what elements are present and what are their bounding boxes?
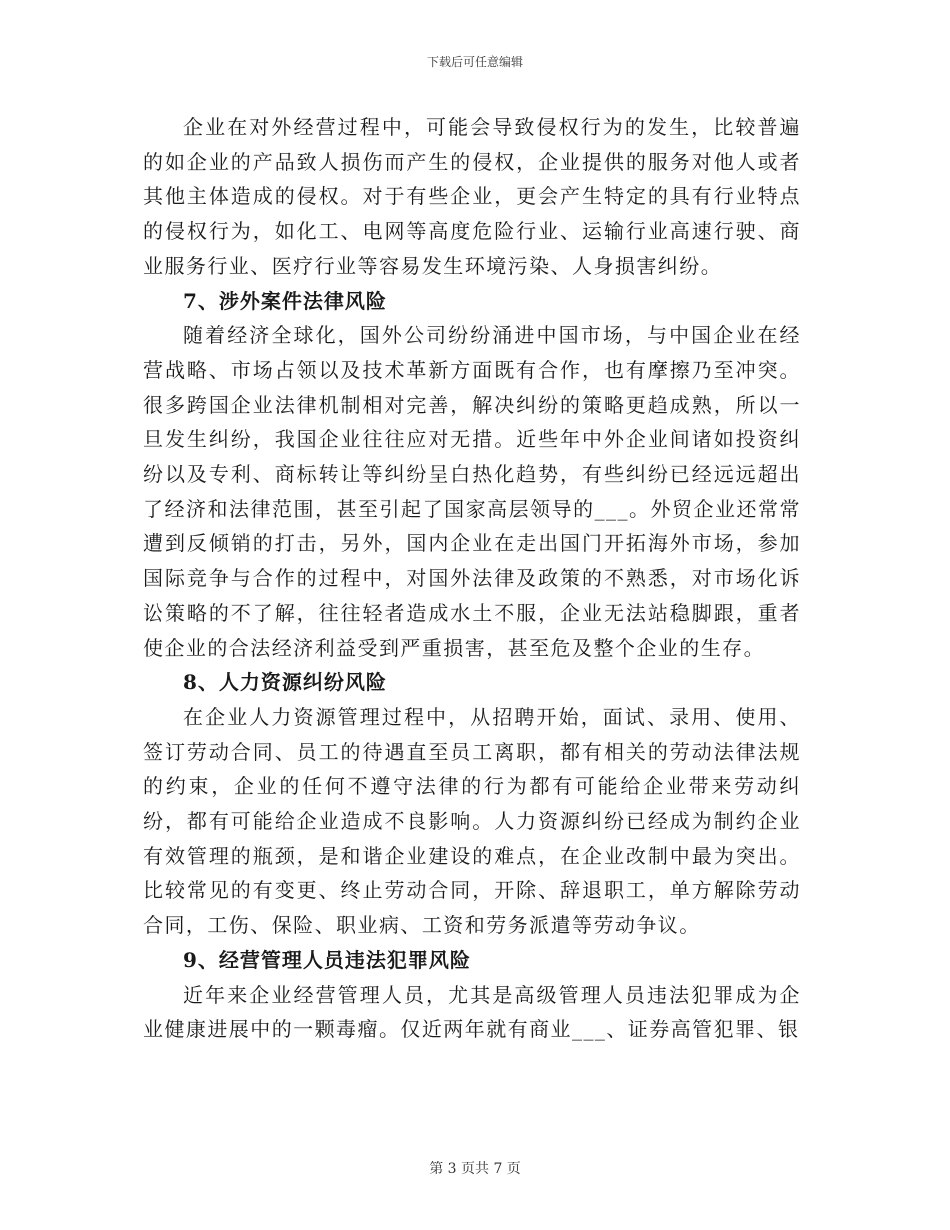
page-header: 下载后可任意编辑 — [426, 55, 523, 69]
paragraph-infringement: 企业在对外经营过程中，可能会导致侵权行为的发生，比较普遍的如企业的产品致人损伤而产生的侵权，企业提供的服务对他人或者其他主体造成的侵权。对于有些企业，更会产生特定的具有行业特点的侵权行为，如化工、电网等高度危险行业、运输行业高速行驶、商业服务行业、医疗行业等容易发生环境污染、人身损害纠纷。 — [143, 115, 801, 278]
page-footer: 第 3 页共 7 页 — [429, 1161, 521, 1177]
document-body — [143, 110, 801, 1047]
paragraph-foreign-cases: 随着经济全球化，国外公司纷纷涌进中国市场，与中国企业在经营战略、市场占领以及技术革新方面既有合作，也有摩擦乃至冲突。很多跨国企业法律机制相对完善，解决纠纷的策略更趋成熟，所以一旦发生纠纷，我国企业往往应对无措。近些年中外企业间诸如投资纠纷以及专利、商标转让等纠纷呈白热化趋势，有些纠纷已经远远超出了经济和法律范围，甚至引起了国家高层领导的___。外贸企业还常常遭到反倾销的打击，另外，国内企业在走出国门开拓海外市场，参加国际竞争与合作的过程中，对国外法律及政策的不熟悉，对市场化诉讼策略的不了解，往往轻者造成水土不服，企业无法站稳脚跟，重者使企业的合法经济利益受到严重损害，甚至危及整个企业的生存。 — [143, 323, 801, 660]
paragraph-management-crime: 近年来企业经营管理人员，尤其是高级管理人员违法犯罪成为企业健康进展中的一颗毒瘤。仅近两年就有商业___、证券高管犯罪、银 — [143, 982, 801, 1042]
section-heading-9: 9、经营管理人员违法犯罪风险 — [183, 947, 471, 972]
section-heading-8: 8、人力资源纠纷风险 — [183, 670, 387, 695]
paragraph-human-resources: 在企业人力资源管理过程中，从招聘开始，面试、录用、使用、签订劳动合同、员工的待遇直至员工离职，都有相关的劳动法律法规的约束，企业的任何不遵守法律的行为都有可能给企业带来劳动纠纷，都有可能给企业造成不良影响。人力资源纠纷已经成为制约企业有效管理的瓶颈，是和谐企业建设的难点，在企业改制中最为突出。比较常见的有变更、终止劳动合同，开除、辞退职工，单方解除劳动合同，工伤、保险、职业病、工资和劳务派遣等劳动争议。 — [143, 704, 801, 938]
section-heading-7: 7、涉外案件法律风险 — [183, 288, 387, 313]
